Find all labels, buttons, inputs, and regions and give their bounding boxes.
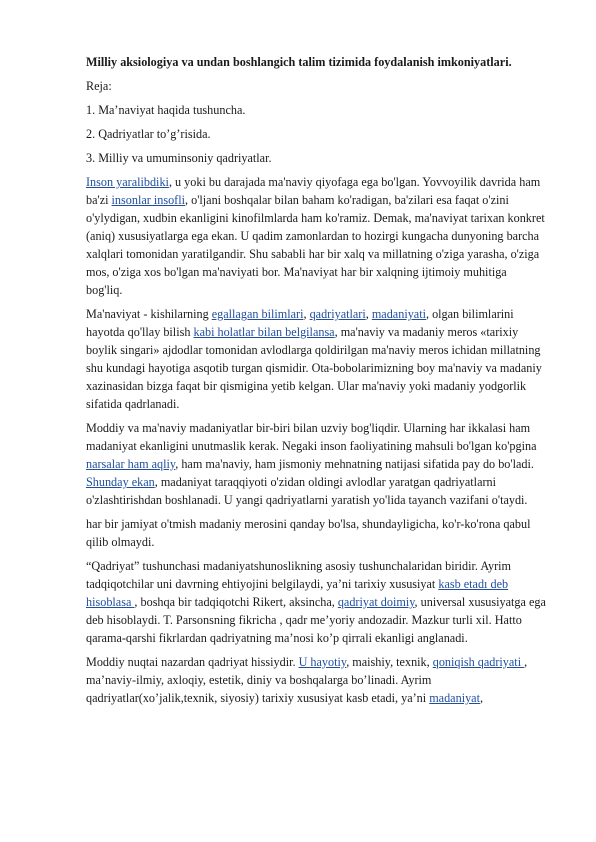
paragraph-2-text-1: Ma'naviyat - kishilarning [86,307,212,321]
paragraph-5 [86,557,546,647]
link-qadriyatlari[interactable]: qadriyatlari [309,307,366,321]
paragraph-2 [86,305,546,413]
link-narsalar-ham-aqliy[interactable]: narsalar ham aqliy [86,457,176,471]
link-kabi-holatlar[interactable]: kabi holatlar bilan belgilansa [193,325,335,339]
paragraph-5-text-2: , boshqa bir tadqiqotchi Rikert, aksincha, [134,595,338,609]
link-insonlar-insofli[interactable]: insonlar insofli [111,193,186,207]
paragraph-5-text-3: , universal xususiyatga ega deb hisoblaydi. T. Parsonsning fikricha , qadr me’yoriy andozadir. Mazkur turli xil. Hatto qarama-qarshi fikrlardan qadriyatning ma’nosi ko’p qirrali ekanligi anglanadi. [86,595,546,645]
paragraph-6-text-3: , ma’naviy-ilmiy, axloqiy, estetik, diniy va boshqalarga bo’linadi. Ayrim qadriyatlar(xo’jalik,texnik, siyosiy) tarixiy xususiyat kasb etadi, ya’ni [86,655,528,705]
paragraph-3-text-2: , ham ma'naviy, ham jismoniy mehnatning natijasi sifatida pay do bo'ladi. [175,457,534,471]
paragraph-4: har bir jamiyat o'tmish madaniy merosini qanday bo'lsa, shundayligicha, ko'r-ko'rona qabul qilib olmaydi. [86,517,531,549]
link-kasb-etadi[interactable]: kasb etadı deb hisoblasa [86,577,509,609]
paragraph-6 [86,653,546,707]
paragraph-2-text-4: , olgan bilimlarini hayotda qo'llay bilish [86,307,514,339]
paragraph-1 [86,173,546,299]
paragraph-1-text-1: , u yoki bu darajada ma'naviy qiyofaga ega bo'lgan. Yovvoyilik davrida ham ba'zi [86,175,541,207]
link-inson-yaralibdiki[interactable]: Inson yaralibdiki [86,175,169,189]
paragraph-6-text-1: Moddiy nuqtai nazardan qadriyat hissiydir. [86,655,299,669]
plan-item-3: 3. Milliy va umuminsoniy qadriyatlar. [86,151,272,165]
paragraph-6-text-4: , [479,691,484,705]
link-egallagan-bilimlari[interactable]: egallagan bilimlari [211,307,304,321]
paragraph-2-text-3: , [365,307,372,321]
link-shunday-ekan[interactable]: Shunday ekan [86,475,155,489]
plan-label: Reja: [86,79,112,93]
paragraph-6-text-2: , maishiy, texnik, [346,655,433,669]
plan-item-2: 2. Qadriyatlar to’g’risida. [86,127,211,141]
paragraph-1-text-2: , o'ljani boshqalar bilan baham ko'radigan, ba'zilari esa faqat o'zini o'ylydigan, xudbin ekanligini kinofilmlarda ham ko'ramiz. Demak, ma'naviyat tarixan konkret (aniq) xususiyatlarga ega ekan. U qadim zamonlardan to hozirgi kungacha dunyoning barcha xalqlari tomonidan yaratilgandir. Shu sababli har bir xalq va millatning o'ziga yarasha, o'ziga mos, o'ziga xos bo'lgan ma'naviyati bor. Ma'naviyat har bir xalqning ijtimoiy muhitiga bog'liq. [86,193,545,297]
paragraph-2-text-2: , [303,307,310,321]
paragraph-5-text-1: “Qadriyat” tushunchasi madaniyatshunoslikning asosiy tushunchalaridan biridir. Ayrim tadqiqotchilar uni davrning ehtiyojini belgilaydi, ya’ni tarixiy xususiyat [86,559,512,591]
paragraph-3-text-1: Moddiy va ma'naviy madaniyatlar bir-biri bilan uzviy bog'liqdir. Ularning har ikkalasi ham madaniyat ekanligini unutmaslik kerak. Negaki inson faoliyatining mahsuli bo'lgan ko'pgina [86,421,537,453]
link-madaniyat[interactable]: madaniyat [429,691,480,705]
paragraph-2-text-5: , ma'naviy va madaniy meros «tarixiy boylik singari» ajdodlar tomonidan avlodlarga qoldirilgan ma'naviy meros ichidan millatning shu kundagi hayotiga asqotib turgan qismidir. Ota-bobolarimizning boy ma'naviy va madaniy xazinasidan bizga faqat bir qismigina yetib kelgan. Ular ma'naviy yoki madaniy yodgorlik sifatida qadrlanadi. [86,325,542,411]
paragraph-3-text-3: , madaniyat taraqqiyoti o'zidan oldingi avlodlar yaratgan qadriyatlarni o'zlashtirishdan boshlanadi. U yangi qadriyatlarni yaratish yo'lida tayanch vazifani o'taydi. [86,475,528,507]
plan-item-1: 1. Ma’naviyat haqida tushuncha. [86,103,246,117]
link-u-hayotiy[interactable]: U hayotiy [298,655,347,669]
link-madaniyati[interactable]: madaniyati [371,307,426,321]
link-qoniqish-qadriyati[interactable]: qoniqish qadriyati [432,655,525,669]
paragraph-3 [86,419,546,509]
document-page [86,53,546,713]
document-title: Milliy aksiologiya va undan boshlangich talim tizimida foydalanish imkoniyatlari. [86,55,512,69]
link-qadriyat-doimiy[interactable]: qadriyat doimiy [337,595,415,609]
